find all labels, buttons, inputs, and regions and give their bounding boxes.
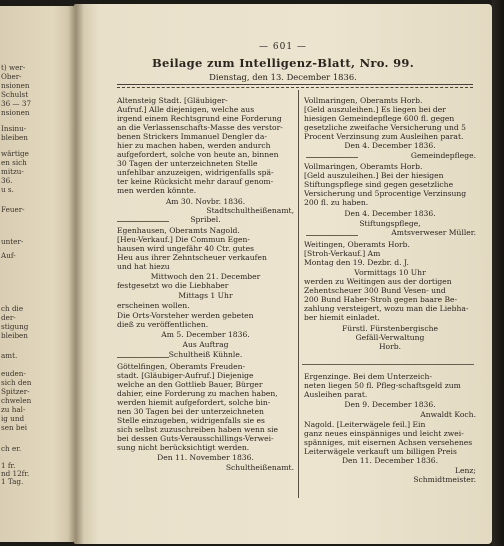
left-page-line: nsionen — [1, 81, 30, 90]
left-page-line: u s. — [1, 185, 14, 194]
column-text-line: Egenhausen, Oberamts Nagold. — [117, 226, 240, 235]
left-page-line: unter- — [1, 237, 24, 246]
column-text-line: [Heu-Verkauf.] Die Commun Egen- — [117, 235, 251, 244]
column-text-line: Am 5. December 1836. — [161, 330, 250, 339]
left-page-line: Schulst — [1, 90, 29, 99]
column-divider — [298, 90, 299, 498]
page-number: — 601 — — [259, 42, 307, 52]
column-text-line: Gefäll-Verwaltung — [355, 333, 425, 342]
left-page-line: 1 fr. — [1, 461, 16, 470]
column-text-line: Vollmaringen, Oberamts Horb. — [304, 96, 423, 105]
column-text-line: ter keine Rücksicht mehr darauf genom- — [117, 177, 274, 186]
column-text-line: neten liegen 50 fl. Pfleg-schaftsgeld zum — [304, 381, 461, 390]
column-text-line: Altensteig Stadt. [Gläubiger- — [117, 96, 228, 105]
column-text-line: Anwaldt Koch. — [420, 410, 476, 419]
left-page-line: 36 — 37 — [1, 99, 32, 108]
left-page-line: Auf- — [1, 251, 16, 260]
column-text-line: Mittags 1 Uhr — [178, 291, 233, 300]
column-text-line: Leiterwägele verkauft um billigen Preis — [304, 447, 457, 456]
column-text-line: Versicherung und 5procentige Verzinsung — [304, 189, 467, 198]
column-text-line: Gemeindepflege. — [410, 151, 476, 160]
column-text-line: Göttelfingen, Oberamts Freuden- — [117, 362, 246, 371]
column-text-line: aufgefordert, solche von heute an, binnen — [117, 150, 279, 159]
column-text-line: Schultheißenamt. — [225, 463, 294, 472]
column-text-line: Aus Auftrag — [182, 340, 229, 349]
column-text-line: Den 11. November 1836. — [157, 453, 254, 462]
column-text-line: stadt. [Gläubiger-Aufruf.] Diejenige — [117, 371, 254, 380]
left-page-line: bleiben — [1, 331, 28, 340]
left-page-line: sen bei — [1, 423, 28, 432]
column-text-line: Heu aus ihrer Zehntscheuer verkaufen — [117, 253, 267, 262]
column-text-line: [Geld auszuleihen.] Es liegen bei der — [304, 105, 446, 114]
left-page-line: nd 12fr. — [1, 469, 30, 478]
column-text-line: hausen wird ungefähr 40 Ctr. gutes — [117, 244, 255, 253]
column-text-line: Stiftungspflege sind gegen gesetzliche — [304, 180, 454, 189]
column-text-line: [Stroh-Verkauf.] Am — [304, 249, 381, 258]
column-text-line: Ergenzinge. Bei dem Unterzeich- — [304, 372, 432, 381]
left-page-line: sich den — [1, 378, 32, 387]
column-text-line: Am 30. Novbr. 1836. — [165, 197, 246, 206]
column-text-line: Vormittags 10 Uhr — [354, 268, 426, 277]
column-text-line: dahier, eine Forderung zu machen haben, — [117, 389, 278, 398]
book-cover-edge — [492, 0, 504, 546]
left-page-line: 36. — [1, 176, 13, 185]
left-page-line: en sich — [1, 158, 27, 167]
column-text-line: Mittwoch den 21. December — [150, 272, 261, 281]
left-page-line: amt. — [1, 351, 18, 360]
left-page-line: ch die — [1, 304, 24, 313]
left-page-line: nsionen — [1, 108, 30, 117]
left-page-line: t) wer- — [1, 63, 26, 72]
column-text-line: Procent Verzinsung zum Ausleihen parat. — [304, 132, 464, 141]
left-page-line: euden- — [1, 369, 26, 378]
column-text-line: benen Strickers Immanuel Dengler da- — [117, 132, 267, 141]
column-text-line: 200 fl. zu haben. — [304, 198, 369, 207]
column-text-line: werden zu Weitingen aus der dortigen — [304, 277, 452, 286]
column-text-line: irgend einem Rechtsgrund eine Forderung — [117, 114, 282, 123]
column-text-line: Zehentscheuer 300 Bund Vesen- und — [304, 286, 446, 295]
book-gutter — [68, 4, 84, 544]
column-text-line: Den 4. December 1836. — [344, 141, 436, 150]
column-text-line: werden hiemit aufgefordert, solche bin- — [117, 398, 271, 407]
column-text-line: bei dessen Guts-Verausschillings-Verwei- — [117, 434, 274, 443]
column-text-line: Den 9. December 1836. — [344, 400, 436, 409]
column-text-line: unfehlbar anzuzeigen, widrigenfalls spä- — [117, 168, 274, 177]
column-text-line: 30 Tagen der unterzeichneten Stelle — [117, 159, 258, 168]
column-text-line: men werden könnte. — [117, 186, 197, 195]
column-text-line: hiesigen Gemeindepflege 600 fl. gegen — [304, 114, 455, 123]
page-title: Beilage zum Intelligenz-Blatt, Nro. 99. — [151, 56, 415, 70]
column-text-line: Nagold. [Leiterwägele feil.] Ein — [304, 420, 426, 429]
column-text-line: nen 30 Tagen bei der unterzeichneten — [117, 407, 264, 416]
column-text-line: Aufruf.] Alle diejenigen, welche aus — [117, 105, 255, 114]
column-text-line: Stelle einzugeben, widrigenfalls sie es — [117, 416, 265, 425]
left-page-line: bleiben — [1, 133, 28, 142]
page-date: Dienstag, den 13. December 1836. — [209, 72, 357, 82]
column-text-line: festgesetzt wo die Liebhaber — [117, 281, 229, 290]
left-page-line: zu hal- — [1, 405, 26, 414]
left-page-line: chwelen — [1, 396, 32, 405]
column-text-line: Die Orts-Vorsteher werden gebeten — [117, 311, 254, 320]
left-page-line: Ober- — [1, 72, 22, 81]
left-page-line: 1 Tag. — [1, 477, 24, 486]
column-text-line: 200 Bund Haber-Stroh gegen baare Be- — [304, 295, 458, 304]
left-page-line: wärtige — [1, 149, 29, 158]
notice-separator — [302, 364, 474, 365]
column-text-line: ber hiemit einladet. — [304, 313, 380, 322]
column-text-line: Den 11. December 1836. — [341, 456, 439, 465]
column-text-line: Montag den 19. Dezbr. d. J. — [304, 258, 409, 267]
header-rule-dashed — [117, 87, 473, 88]
left-page-line: ch er. — [1, 444, 22, 453]
column-text-line: Weitingen, Oberamts Horb. — [304, 240, 410, 249]
column-text-line: hier zu machen haben, werden andurch — [117, 141, 271, 150]
column-text-line: Stiftungspflege, — [359, 219, 421, 228]
column-text-line: sich selbst zuzuschreiben haben wenn sie — [117, 425, 279, 434]
left-page-line: Spitzer- — [1, 387, 30, 396]
column-text-line: Stadtschultheißenamt, — [206, 206, 294, 215]
column-text-line: ganz neues einspänniges und leicht zwei- — [304, 429, 464, 438]
left-page-line: der- — [1, 313, 16, 322]
column-text-line: Lenz; — [455, 466, 476, 475]
column-text-line: [Geld auszuleihen.] Bei der hiesigen — [304, 171, 444, 180]
column-text-line: Vollmaringen, Oberamts Horb. — [304, 162, 423, 171]
column-text-line: sung nicht berücksichtigt werden. — [117, 443, 250, 452]
column-text-line: Fürstl. Fürstenbergische — [342, 324, 438, 333]
left-page-line: stigung — [1, 322, 29, 331]
column-text-line: dieß zu veröffentlichen. — [117, 320, 209, 329]
column-text-line: Ausleihen parat. — [304, 390, 368, 399]
column-text-line: welche an den Gottlieb Bauer, Bürger — [117, 380, 263, 389]
left-page-line: Insinu- — [1, 124, 27, 133]
column-text-line: gesetzliche zweifache Versicherung und 5 — [304, 123, 466, 132]
column-text-line: Den 4. December 1836. — [344, 209, 436, 218]
column-text-line: Schultheiß Kühnle. — [168, 350, 243, 359]
column-text-line: erscheinen wollen. — [117, 301, 190, 310]
column-text-line: spänniges, mit eisernen Achsen versehenes — [304, 438, 473, 447]
left-page-line: mitzu- — [1, 167, 24, 176]
column-text-line: Spribel. — [190, 215, 221, 224]
column-text-line: zahlung versteigert, wozu man die Liebha- — [304, 304, 469, 313]
column-text-line: und hat hiezu — [117, 262, 170, 271]
column-text-line: Amtsverweser Müller. — [391, 228, 476, 237]
left-page-line: ig und — [1, 414, 25, 423]
column-text-line: Schmidtmeister. — [413, 475, 476, 484]
column-text-line: Horb. — [378, 342, 402, 351]
header-rule — [117, 84, 473, 85]
left-page-line: Feuer- — [1, 205, 25, 214]
column-text-line: an die Verlassenschafts-Masse des verstor- — [117, 123, 283, 132]
